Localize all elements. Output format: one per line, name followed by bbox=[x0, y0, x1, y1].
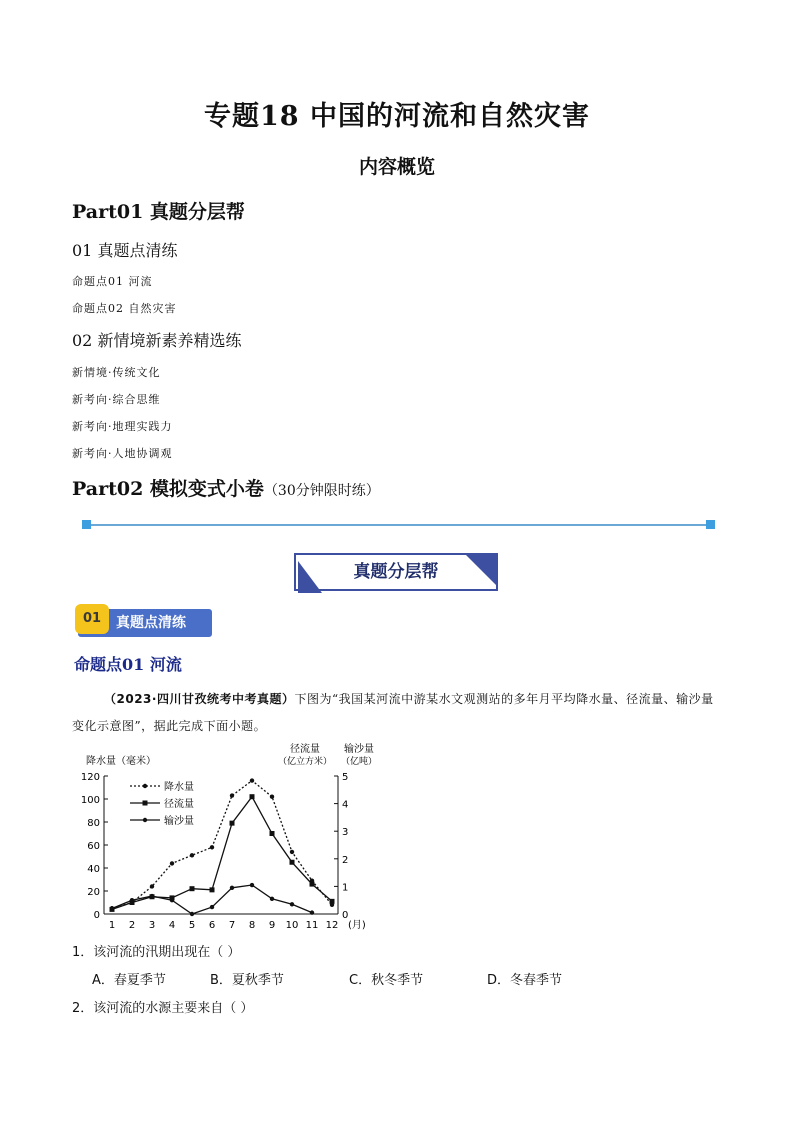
left-tick-label: 20 bbox=[87, 887, 100, 898]
sec2-item: 新考向·综合思维 bbox=[72, 393, 161, 406]
question-1-option-c: C．秋冬季节 bbox=[349, 973, 424, 988]
river-chart bbox=[78, 738, 380, 934]
question-1-option-b: B．夏秋季节 bbox=[210, 973, 284, 988]
sec1-item: 命题点01 河流 bbox=[72, 275, 153, 288]
divider-line bbox=[88, 524, 710, 526]
question-1-option-d: D．冬春季节 bbox=[487, 973, 563, 988]
series-point-2 bbox=[230, 886, 234, 890]
series-point-2 bbox=[190, 912, 194, 916]
sec2-item: 新考向·人地协调观 bbox=[72, 447, 173, 460]
series-point-1 bbox=[330, 899, 335, 904]
question-1: 1．该河流的汛期出现在（ ） bbox=[72, 945, 241, 960]
series-point-0 bbox=[210, 845, 214, 849]
series-point-1 bbox=[310, 882, 315, 887]
x-tick-label: 3 bbox=[148, 920, 156, 931]
right-axis-label-b: 输沙量 bbox=[344, 744, 374, 755]
series-point-1 bbox=[190, 886, 195, 891]
series-point-0 bbox=[190, 853, 194, 857]
badge-number: 01 bbox=[75, 604, 109, 634]
banner-label: 真题分层帮 bbox=[353, 562, 439, 582]
question-paragraph bbox=[72, 686, 722, 740]
x-tick-label: 2 bbox=[128, 920, 136, 931]
left-tick-label: 60 bbox=[87, 841, 100, 852]
part1-heading: Part01 真题分层帮 bbox=[72, 201, 245, 223]
sec1-heading: 01 真题点清练 bbox=[72, 241, 178, 260]
series-point-1 bbox=[230, 821, 235, 826]
part2-heading bbox=[72, 474, 380, 501]
x-tick-label: 1 bbox=[108, 920, 116, 931]
series-line-0 bbox=[112, 781, 332, 909]
left-tick-label: 120 bbox=[80, 772, 100, 783]
badge-label: 真题点清练 bbox=[116, 615, 186, 631]
x-tick-label: 7 bbox=[228, 920, 236, 931]
question-source: （2023·四川甘孜统考中考真题） bbox=[104, 692, 295, 706]
page-subtitle: 内容概览 bbox=[358, 156, 435, 178]
series-point-0 bbox=[170, 861, 174, 865]
divider-left-square bbox=[82, 520, 91, 529]
x-tick-label: 12 bbox=[325, 920, 339, 931]
series-point-2 bbox=[150, 894, 154, 898]
right-tick-label: 1 bbox=[342, 882, 349, 894]
series-point-2 bbox=[250, 883, 254, 887]
x-tick-label: 10 bbox=[285, 920, 299, 931]
series-point-2 bbox=[210, 905, 214, 909]
series-point-2 bbox=[290, 902, 294, 906]
x-axis-label: (月) bbox=[348, 920, 366, 931]
right-axis-label-b-unit: （亿吨） bbox=[340, 757, 378, 767]
right-tick-label: 5 bbox=[342, 772, 349, 783]
topic-heading: 命题点01 河流 bbox=[74, 655, 182, 674]
part2-note: （30分钟限时练） bbox=[263, 483, 380, 499]
series-point-0 bbox=[150, 884, 154, 888]
series-point-0 bbox=[290, 850, 294, 854]
x-tick-label: 4 bbox=[168, 920, 176, 931]
x-tick-label: 11 bbox=[305, 920, 319, 931]
series-point-1 bbox=[210, 887, 215, 892]
question-text: 下图为“我国某河流中游某水文观测站的多年月平均降水量、径流量、输沙量变化示意图”，据此完成下面小题。 bbox=[72, 692, 714, 733]
question-2: 2．该河流的水源主要来自（ ） bbox=[72, 1001, 254, 1016]
series-point-0 bbox=[270, 795, 274, 799]
series-point-1 bbox=[250, 794, 255, 799]
left-tick-label: 0 bbox=[93, 910, 100, 921]
sec1-item: 命题点02 自然灾害 bbox=[72, 302, 177, 315]
right-tick-label: 2 bbox=[342, 854, 349, 866]
left-tick-label: 80 bbox=[87, 818, 100, 829]
series-point-0 bbox=[230, 793, 234, 797]
right-tick-label: 3 bbox=[342, 827, 349, 839]
series-point-1 bbox=[290, 860, 295, 865]
series-point-2 bbox=[270, 897, 274, 901]
legend-label-0: 降水量 bbox=[164, 782, 194, 793]
left-tick-label: 40 bbox=[87, 864, 100, 875]
right-axis-label-a: 径流量 bbox=[290, 744, 320, 755]
page-title: 专题18 中国的河流和自然灾害 bbox=[204, 101, 590, 132]
sec2-heading: 02 新情境新素养精选练 bbox=[72, 331, 242, 350]
legend-marker-1 bbox=[143, 801, 148, 806]
series-point-2 bbox=[310, 910, 314, 914]
series-point-1 bbox=[270, 831, 275, 836]
legend-label-1: 径流量 bbox=[164, 799, 194, 810]
x-tick-label: 5 bbox=[188, 920, 196, 931]
series-point-2 bbox=[130, 898, 134, 902]
left-axis-label: 降水量（毫米） bbox=[86, 756, 156, 767]
left-tick-label: 100 bbox=[80, 795, 100, 806]
sec2-item: 新情境·传统文化 bbox=[72, 366, 161, 379]
legend-label-2: 输沙量 bbox=[164, 816, 194, 827]
legend-marker-0 bbox=[143, 784, 147, 788]
x-tick-label: 8 bbox=[248, 920, 256, 931]
question-1-option-a: A．春夏季节 bbox=[92, 973, 166, 988]
divider-right-square bbox=[706, 520, 715, 529]
right-tick-label: 0 bbox=[342, 910, 349, 921]
x-tick-label: 9 bbox=[268, 920, 276, 931]
legend-marker-2 bbox=[143, 818, 147, 822]
series-point-2 bbox=[170, 898, 174, 902]
right-axis-label-a-unit: （亿立方米） bbox=[277, 757, 333, 767]
series-point-0 bbox=[250, 778, 254, 782]
series-point-2 bbox=[110, 906, 114, 910]
part2-title: Part02 模拟变式小卷 bbox=[72, 478, 264, 500]
x-tick-label: 6 bbox=[208, 920, 216, 931]
sec2-item: 新考向·地理实践力 bbox=[72, 420, 173, 433]
right-tick-label: 4 bbox=[342, 799, 349, 811]
